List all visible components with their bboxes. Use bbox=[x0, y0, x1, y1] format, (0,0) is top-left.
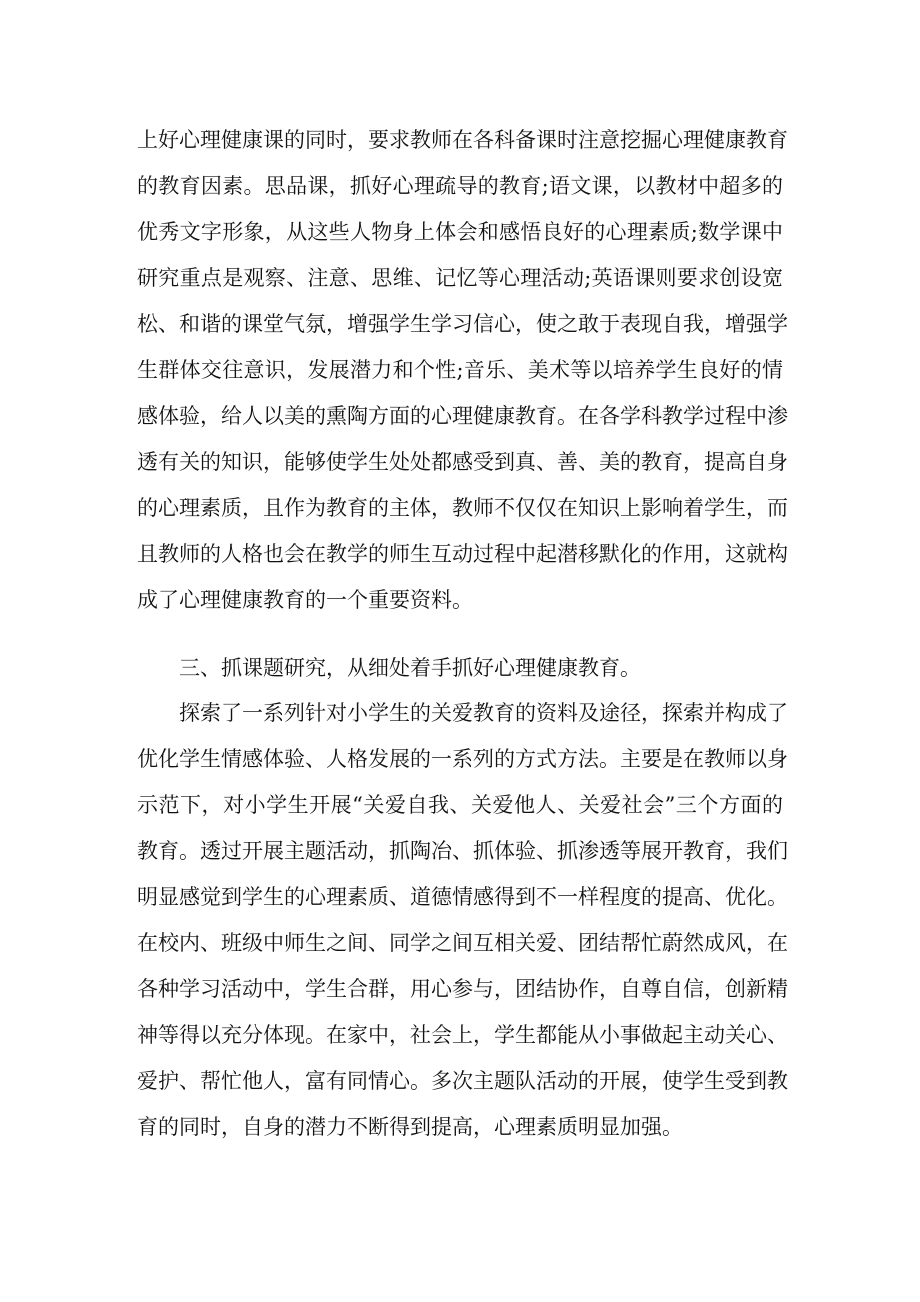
paragraph-line: 感体验，给人以美的熏陶方面的心理健康教育。在各学科教学过程中渗 bbox=[137, 404, 788, 428]
paragraph-line: 的教育因素。思品课，抓好心理疏导的教育;语文课，以教材中超多的 bbox=[137, 174, 783, 198]
section-heading-3 bbox=[137, 645, 783, 691]
paragraph-line: 爱护、帮忙他人，富有同情心。多次主题队活动的开展，使学生受到教 bbox=[137, 1069, 788, 1093]
paragraph-line: 透有关的知识，能够使学生处处都感受到真、善、美的教育，提高自身 bbox=[137, 450, 788, 474]
paragraph-line: 且教师的人格也会在教学的师生互动过程中起潜移默化的作用，这就构 bbox=[137, 542, 788, 566]
body-paragraph-1 bbox=[137, 117, 788, 623]
paragraph-line: 优化学生情感体验、人格发展的一系列的方式方法。主要是在教师以身 bbox=[137, 747, 788, 771]
paragraph-line: 教育。透过开展主题活动，抓陶冶、抓体验、抓渗透等展开教育，我们 bbox=[137, 839, 788, 863]
section-heading-text: 三、抓课题研究，从细处着手抓好心理健康教育。 bbox=[179, 656, 641, 680]
paragraph-line: 在校内、班级中师生之间、同学之间互相关爱、团结帮忙蔚然成风，在 bbox=[137, 931, 788, 955]
paragraph-line: 成了心理健康教育的一个重要资料。 bbox=[137, 588, 473, 612]
paragraph-line: 神等得以充分体现。在家中，社会上，学生都能从小事做起主动关心、 bbox=[137, 1023, 788, 1047]
paragraph-line: 松、和谐的课堂气氛，增强学生学习信心，使之敢于表现自我，增强学 bbox=[137, 312, 788, 336]
paragraph-line: 育的同时，自身的潜力不断得到提高，心理素质明显加强。 bbox=[137, 1115, 683, 1139]
paragraph-line: 探索了一系列针对小学生的关爱教育的资料及途径，探索并构成了 bbox=[179, 701, 788, 725]
paragraph-line: 生群体交往意识，发展潜力和个性;音乐、美术等以培养学生良好的情 bbox=[137, 358, 783, 382]
paragraph-line: 明显感觉到学生的心理素质、道德情感得到不一样程度的提高、优化。 bbox=[137, 885, 788, 909]
paragraph-line: 研究重点是观察、注意、思维、记忆等心理活动;英语课则要求创设宽 bbox=[137, 266, 783, 290]
paragraph-line: 的心理素质，且作为教育的主体，教师不仅仅在知识上影响着学生，而 bbox=[137, 496, 788, 520]
paragraph-line: 各种学习活动中，学生合群，用心参与，团结协作，自尊自信，创新精 bbox=[137, 977, 788, 1001]
paragraph-line: 上好心理健康课的同时，要求教师在各科备课时注意挖掘心理健康教育 bbox=[137, 128, 788, 152]
body-paragraph-3 bbox=[137, 690, 788, 1150]
paragraph-line: 示范下，对小学生开展“关爱自我、关爱他人、关爱社会”三个方面的 bbox=[137, 793, 783, 817]
paragraph-line: 优秀文字形象，从这些人物身上体会和感悟良好的心理素质;数学课中 bbox=[137, 220, 783, 244]
